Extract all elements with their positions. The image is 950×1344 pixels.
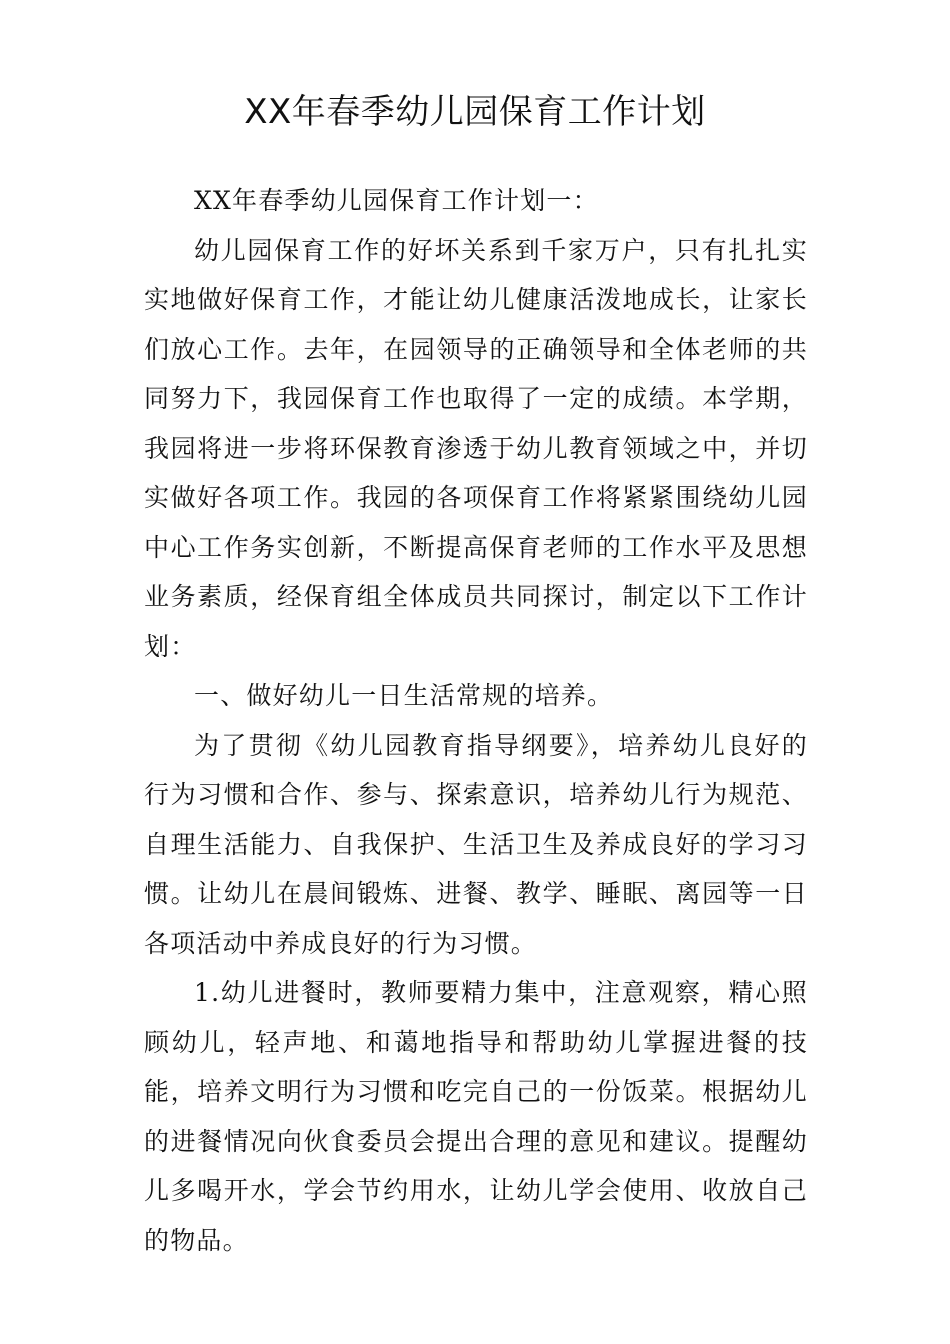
document-body [144,176,808,1265]
document-title: XX年春季幼儿园保育工作计划 [244,92,706,132]
paragraph-meal: 1.幼儿进餐时，教师要精力集中，注意观察，精心照顾幼儿，轻声地、和蔼地指导和帮助幼儿掌握进餐的技能，培养文明行为习惯和吃完自己的一份饭菜。根据幼儿的进餐情况向伙食委员会提出合理的意见和建议。提醒幼儿多喝开水，学会节约用水，让幼儿学会使用、收放自己的物品。 [144,978,808,1255]
paragraph-intro: 幼儿园保育工作的好坏关系到千家万户，只有扎扎实实地做好保育工作，才能让幼儿健康活泼地成长，让家长们放心工作。去年，在园领导的正确领导和全体老师的共同努力下，我园保育工作也取得了一定的成绩。本学期，我园将进一步将环保教育渗透于幼儿教育领域之中，并切实做好各项工作。我园的各项保育工作将紧紧围绕幼儿园中心工作务实创新，不断提高保育老师的工作水平及思想业务素质，经保育组全体成员共同探讨，制定以下工作计划： [144,235,808,661]
section-heading-1: 一、做好幼儿一日生活常规的培养。 [194,681,614,710]
plan-subtitle: XX年春季幼儿园保育工作计划一： [194,186,599,215]
paragraph-routine: 为了贯彻《幼儿园教育指导纲要》，培养幼儿良好的行为习惯和合作、参与、探索意识，培养幼儿行为规范、自理生活能力、自我保护、生活卫生及养成良好的学习习惯。让幼儿在晨间锻炼、进餐、教学、睡眠、离园等一日各项活动中养成良好的行为习惯。 [144,730,808,958]
